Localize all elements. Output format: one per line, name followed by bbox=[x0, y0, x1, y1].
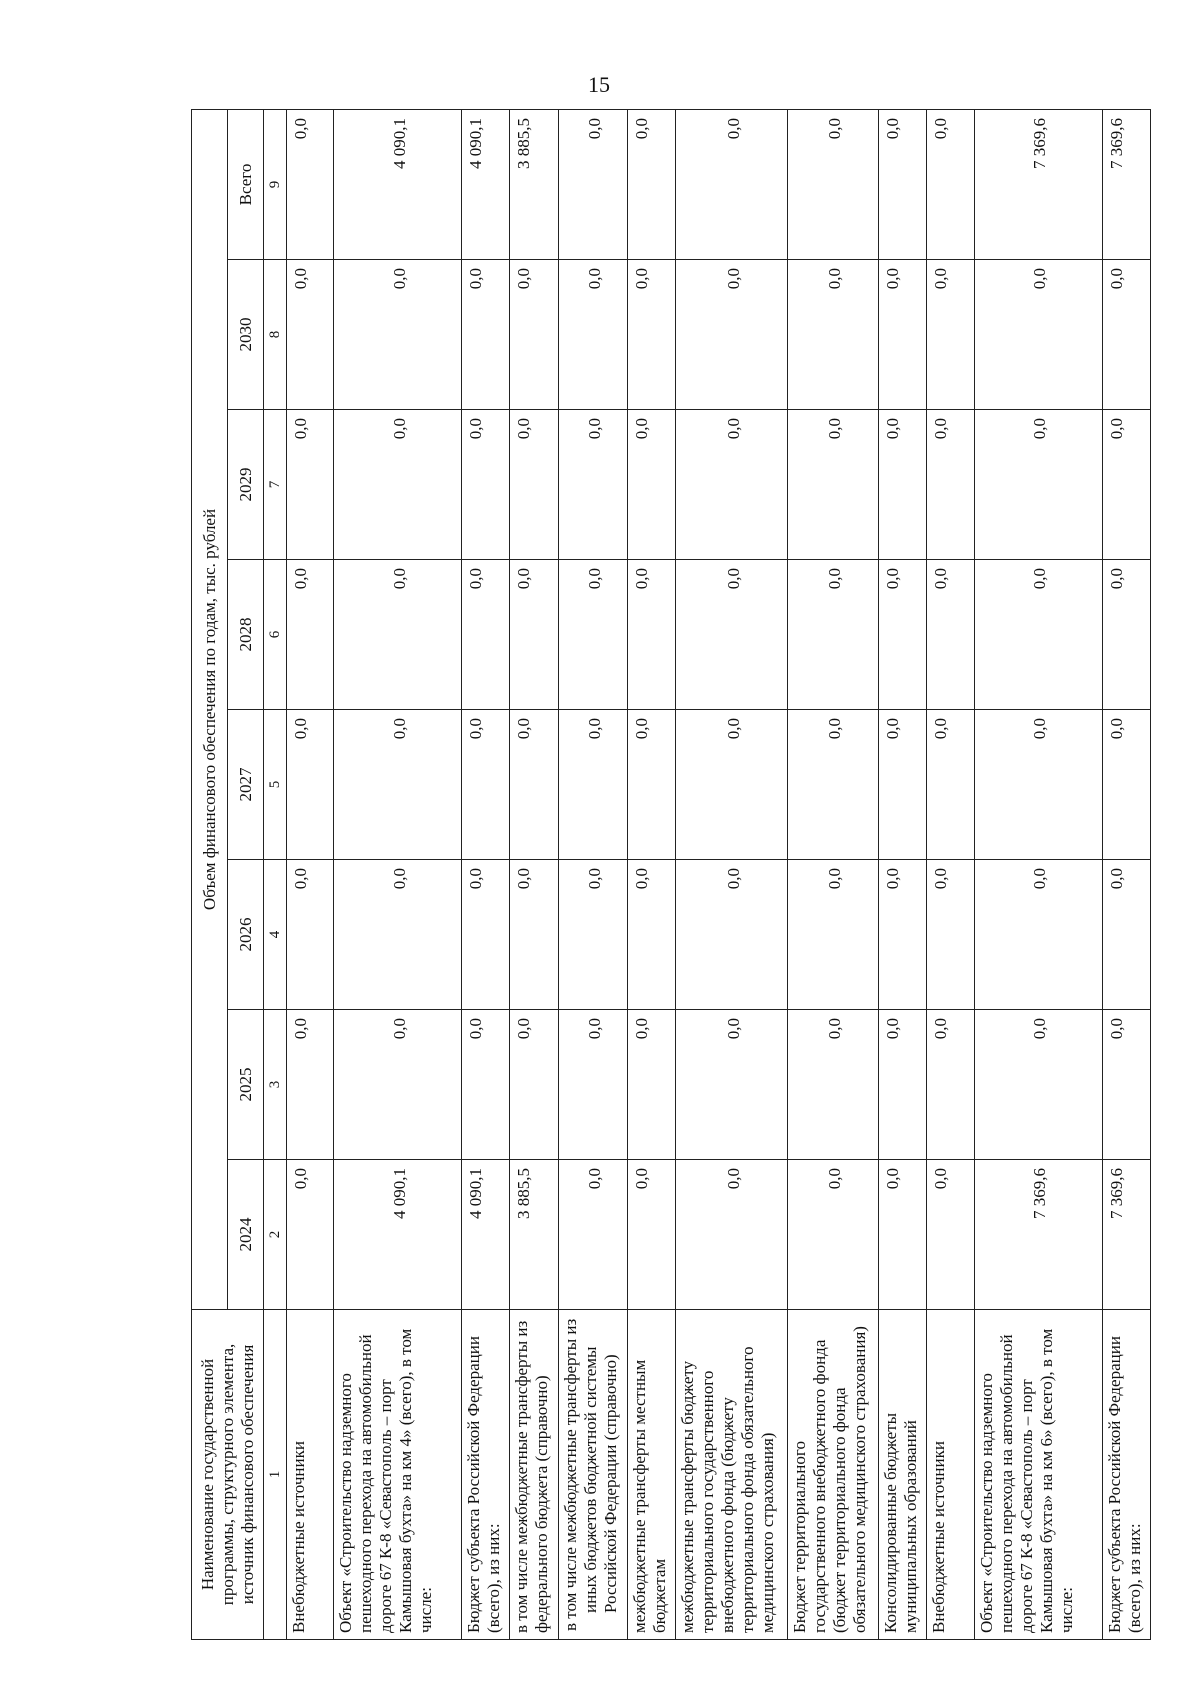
row-value: 0,0 bbox=[879, 860, 927, 1010]
row-value: 0,0 bbox=[676, 410, 788, 560]
row-value: 3 885,5 bbox=[510, 1160, 558, 1310]
row-label: в том числе межбюджетные трансферты из иных бюджетов бюджетной системы Российской Федерации (справочно) bbox=[558, 1310, 628, 1640]
row-total-value: 4 090,1 bbox=[462, 109, 510, 259]
row-value: 0,0 bbox=[287, 410, 334, 560]
row-value: 0,0 bbox=[287, 1010, 334, 1160]
row-value: 0,0 bbox=[927, 560, 974, 710]
row-value: 0,0 bbox=[287, 560, 334, 710]
header-year: 2028 bbox=[228, 560, 264, 710]
row-total-value: 0,0 bbox=[676, 109, 788, 259]
row-value: 0,0 bbox=[879, 710, 927, 860]
row-label: межбюджетные трансферты местным бюджетам bbox=[628, 1310, 676, 1640]
row-value: 0,0 bbox=[879, 410, 927, 560]
row-label: Внебюджетные источники bbox=[287, 1310, 334, 1640]
table-row bbox=[1102, 109, 1150, 1639]
row-value: 0,0 bbox=[558, 1010, 628, 1160]
row-value: 0,0 bbox=[558, 260, 628, 410]
header-year: 2030 bbox=[228, 260, 264, 410]
header-volume: Объем финансового обеспечения по годам, тыс. рублей bbox=[192, 109, 228, 1309]
row-value: 0,0 bbox=[1102, 560, 1150, 710]
row-value: 0,0 bbox=[628, 860, 676, 1010]
row-total-value: 4 090,1 bbox=[334, 109, 462, 259]
row-value: 0,0 bbox=[462, 710, 510, 860]
row-value: 4 090,1 bbox=[334, 1160, 462, 1310]
row-value: 0,0 bbox=[927, 860, 974, 1010]
row-value: 0,0 bbox=[927, 710, 974, 860]
row-value: 0,0 bbox=[1102, 410, 1150, 560]
row-total-value: 7 369,6 bbox=[974, 109, 1102, 259]
row-value: 7 369,6 bbox=[974, 1160, 1102, 1310]
row-label: Внебюджетные источники bbox=[927, 1310, 974, 1640]
row-label: Объект «Строительство надземного пешеходного перехода на автомобильной дороге 67 К-8 «Севастополь – порт Камышовая бухта» на км 4» (всего), в том числе: bbox=[334, 1310, 462, 1640]
column-number: 8 bbox=[264, 260, 287, 410]
row-value: 0,0 bbox=[879, 260, 927, 410]
row-total-value: 0,0 bbox=[788, 109, 879, 259]
row-value: 0,0 bbox=[676, 1010, 788, 1160]
row-value: 0,0 bbox=[462, 860, 510, 1010]
row-total-value: 0,0 bbox=[879, 109, 927, 259]
row-label: межбюджетные трансферты бюджету территориального государственного внебюджетного фонда (бюджету территориального фонда обязательного медицинского страхования) bbox=[676, 1310, 788, 1640]
column-number: 2 bbox=[264, 1160, 287, 1310]
row-value: 0,0 bbox=[462, 410, 510, 560]
row-value: 0,0 bbox=[558, 860, 628, 1010]
row-value: 0,0 bbox=[628, 710, 676, 860]
row-value: 0,0 bbox=[510, 260, 558, 410]
row-value: 0,0 bbox=[676, 860, 788, 1010]
row-value: 0,0 bbox=[1102, 260, 1150, 410]
row-total-value: 0,0 bbox=[287, 109, 334, 259]
header-year: 2024 bbox=[228, 1160, 264, 1310]
row-value: 0,0 bbox=[788, 260, 879, 410]
table-row bbox=[558, 109, 628, 1639]
row-value: 0,0 bbox=[462, 1010, 510, 1160]
column-number: 3 bbox=[264, 1010, 287, 1160]
row-value: 7 369,6 bbox=[1102, 1160, 1150, 1310]
row-label: в том числе межбюджетные трансферты из федерального бюджета (справочно) bbox=[510, 1310, 558, 1640]
row-value: 0,0 bbox=[1102, 860, 1150, 1010]
row-value: 0,0 bbox=[927, 260, 974, 410]
table-row bbox=[788, 109, 879, 1639]
table-row bbox=[334, 109, 462, 1639]
column-number: 5 bbox=[264, 710, 287, 860]
header-year: 2029 bbox=[228, 410, 264, 560]
row-value: 0,0 bbox=[287, 710, 334, 860]
row-value: 0,0 bbox=[974, 260, 1102, 410]
financing-table bbox=[191, 109, 1151, 1640]
row-value: 0,0 bbox=[974, 710, 1102, 860]
row-value: 4 090,1 bbox=[462, 1160, 510, 1310]
row-value: 0,0 bbox=[879, 1010, 927, 1160]
table-row bbox=[927, 109, 974, 1639]
row-value: 0,0 bbox=[628, 1160, 676, 1310]
row-value: 0,0 bbox=[974, 410, 1102, 560]
row-value: 0,0 bbox=[788, 860, 879, 1010]
row-total-value: 7 369,6 bbox=[1102, 109, 1150, 259]
row-label: Бюджет территориального государственного внебюджетного фонда (бюджет территориального фонда обязательного медицинского страхования) bbox=[788, 1310, 879, 1640]
row-value: 0,0 bbox=[510, 410, 558, 560]
row-value: 0,0 bbox=[510, 710, 558, 860]
row-total-value: 0,0 bbox=[628, 109, 676, 259]
row-value: 0,0 bbox=[510, 560, 558, 710]
page-number: 15 bbox=[588, 72, 610, 97]
row-value: 0,0 bbox=[927, 410, 974, 560]
row-value: 0,0 bbox=[974, 860, 1102, 1010]
row-label: Консолидированные бюджеты муниципальных образований bbox=[879, 1310, 927, 1640]
row-label: Объект «Строительство надземного пешеходного перехода на автомобильной дороге 67 К-8 «Севастополь – порт Камышовая бухта» на км 6» (всего), в том числе: bbox=[974, 1310, 1102, 1640]
table-row bbox=[462, 109, 510, 1639]
table-row bbox=[287, 109, 334, 1639]
column-number: 6 bbox=[264, 560, 287, 710]
header-name-column: Наименование государственной программы, структурного элемента, источник финансового обеспечения bbox=[192, 1310, 264, 1640]
row-value: 0,0 bbox=[927, 1010, 974, 1160]
row-value: 0,0 bbox=[628, 1010, 676, 1160]
row-value: 0,0 bbox=[879, 1160, 927, 1310]
row-value: 0,0 bbox=[676, 710, 788, 860]
row-value: 0,0 bbox=[558, 710, 628, 860]
row-value: 0,0 bbox=[287, 260, 334, 410]
row-value: 0,0 bbox=[788, 560, 879, 710]
row-value: 0,0 bbox=[334, 410, 462, 560]
row-value: 0,0 bbox=[462, 260, 510, 410]
row-value: 0,0 bbox=[287, 1160, 334, 1310]
table-row bbox=[676, 109, 788, 1639]
row-value: 0,0 bbox=[334, 710, 462, 860]
table-row bbox=[510, 109, 558, 1639]
column-number: 4 bbox=[264, 860, 287, 1010]
row-value: 0,0 bbox=[676, 260, 788, 410]
row-value: 0,0 bbox=[334, 860, 462, 1010]
row-value: 0,0 bbox=[510, 1010, 558, 1160]
row-value: 0,0 bbox=[628, 260, 676, 410]
row-value: 0,0 bbox=[334, 560, 462, 710]
rotated-table-container bbox=[191, 110, 1151, 1640]
row-value: 0,0 bbox=[510, 860, 558, 1010]
row-value: 0,0 bbox=[287, 860, 334, 1010]
row-value: 0,0 bbox=[558, 560, 628, 710]
header-year: 2026 bbox=[228, 860, 264, 1010]
row-value: 0,0 bbox=[676, 1160, 788, 1310]
row-value: 0,0 bbox=[676, 560, 788, 710]
row-value: 0,0 bbox=[558, 410, 628, 560]
row-value: 0,0 bbox=[558, 1160, 628, 1310]
row-value: 0,0 bbox=[334, 260, 462, 410]
column-number: 9 bbox=[264, 109, 287, 259]
header-year: 2025 bbox=[228, 1010, 264, 1160]
row-value: 0,0 bbox=[974, 560, 1102, 710]
row-value: 0,0 bbox=[628, 410, 676, 560]
row-label: Бюджет субъекта Российской Федерации (всего), из них: bbox=[1102, 1310, 1150, 1640]
table-row bbox=[974, 109, 1102, 1639]
table-row bbox=[628, 109, 676, 1639]
row-value: 0,0 bbox=[927, 1160, 974, 1310]
row-value: 0,0 bbox=[1102, 710, 1150, 860]
row-value: 0,0 bbox=[788, 710, 879, 860]
row-value: 0,0 bbox=[1102, 1010, 1150, 1160]
row-total-value: 0,0 bbox=[558, 109, 628, 259]
table-row bbox=[879, 109, 927, 1639]
column-number: 7 bbox=[264, 410, 287, 560]
row-value: 0,0 bbox=[334, 1010, 462, 1160]
header-year: 2027 bbox=[228, 710, 264, 860]
row-total-value: 3 885,5 bbox=[510, 109, 558, 259]
row-value: 0,0 bbox=[788, 1160, 879, 1310]
row-label: Бюджет субъекта Российской Федерации (всего), из них: bbox=[462, 1310, 510, 1640]
row-value: 0,0 bbox=[788, 1010, 879, 1160]
header-total: Всего bbox=[228, 109, 264, 259]
row-value: 0,0 bbox=[462, 560, 510, 710]
row-value: 0,0 bbox=[879, 560, 927, 710]
row-value: 0,0 bbox=[628, 560, 676, 710]
row-value: 0,0 bbox=[788, 410, 879, 560]
column-number: 1 bbox=[264, 1310, 287, 1640]
row-total-value: 0,0 bbox=[927, 109, 974, 259]
row-value: 0,0 bbox=[974, 1010, 1102, 1160]
